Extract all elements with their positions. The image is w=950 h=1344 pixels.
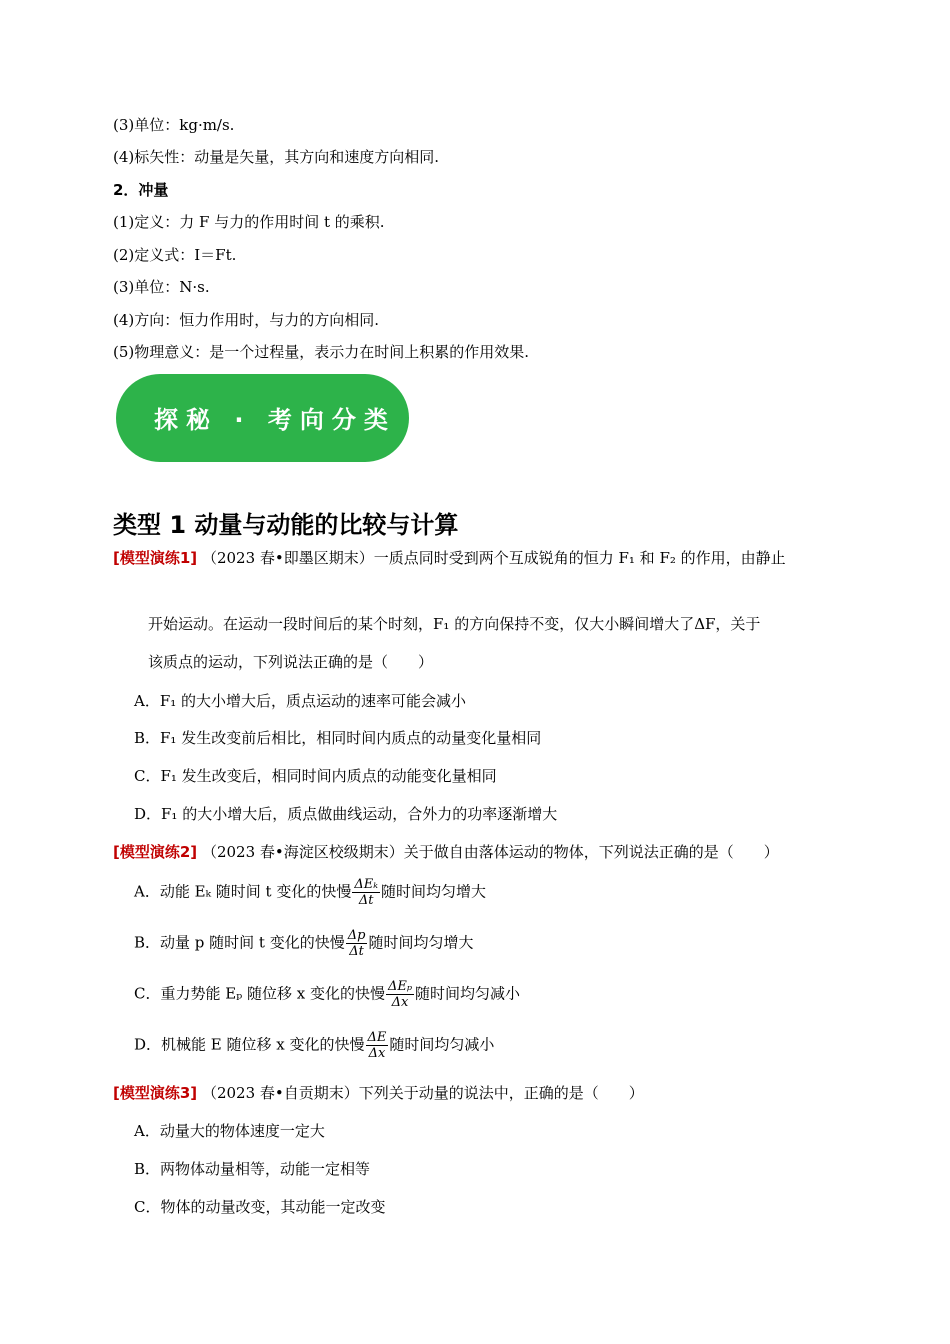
q2-option-a-pre: A．动能 Eₖ 随时间 t 变化的快慢 bbox=[134, 882, 352, 901]
section-heading: 类型 1 动量与动能的比较与计算 bbox=[113, 511, 459, 539]
question-1-line-3: 该质点的运动，下列说法正确的是（ ） bbox=[148, 653, 434, 671]
fraction-denominator: Δx bbox=[368, 1046, 386, 1061]
q2-option-d-post: 随时间均匀减小 bbox=[389, 1035, 495, 1054]
impulse-title: 2．冲量 bbox=[113, 181, 169, 199]
question-3-tag: [模型演练3] bbox=[113, 1084, 198, 1102]
q1-option-c[interactable]: C．F₁ 发生改变后，相同时间内质点的动能变化量相同 bbox=[134, 767, 497, 785]
impulse-definition: (1)定义：力 F 与力的作用时间 t 的乘积. bbox=[113, 213, 385, 231]
q3-option-c[interactable]: C．物体的动量改变，其动能一定改变 bbox=[134, 1198, 386, 1216]
q2-option-a-post: 随时间均匀增大 bbox=[380, 882, 486, 901]
fraction-numerator: ΔEₚ bbox=[387, 979, 413, 994]
question-1 bbox=[113, 546, 786, 570]
q2-option-c-pre: C．重力势能 Eₚ 随位移 x 变化的快慢 bbox=[134, 984, 385, 1003]
fraction bbox=[352, 877, 380, 908]
q3-option-b[interactable]: B．两物体动量相等，动能一定相等 bbox=[134, 1160, 371, 1178]
question-1-tag: [模型演练1] bbox=[113, 549, 198, 567]
fraction-numerator: ΔEₖ bbox=[354, 877, 378, 892]
question-1-line-1: （2023 春•即墨区期末）一质点同时受到两个互成锐角的恒力 F₁ 和 F₂ 的作用，由静止 bbox=[201, 549, 786, 567]
question-2 bbox=[113, 840, 779, 864]
q2-option-c[interactable] bbox=[134, 979, 520, 1010]
section-banner bbox=[116, 374, 409, 462]
question-3 bbox=[113, 1081, 644, 1105]
impulse-direction: (4)方向：恒力作用时，与力的方向相同. bbox=[113, 311, 380, 329]
q1-option-d[interactable]: D．F₁ 的大小增大后，质点做曲线运动，合外力的功率逐渐增大 bbox=[134, 805, 558, 823]
fraction bbox=[366, 1030, 389, 1061]
q2-option-b[interactable] bbox=[134, 928, 473, 959]
question-2-tag: [模型演练2] bbox=[113, 843, 198, 861]
fraction-denominator: Δt bbox=[358, 893, 374, 908]
q2-option-b-pre: B．动量 p 随时间 t 变化的快慢 bbox=[134, 933, 345, 952]
q2-option-a[interactable] bbox=[134, 877, 486, 908]
banner-text: 探秘 · 考向分类 bbox=[154, 406, 396, 434]
impulse-unit: (3)单位：N·s. bbox=[113, 278, 210, 296]
fraction-denominator: Δx bbox=[391, 995, 409, 1010]
impulse-meaning: (5)物理意义：是一个过程量，表示力在时间上积累的作用效果. bbox=[113, 343, 530, 361]
q2-option-c-post: 随时间均匀减小 bbox=[415, 984, 521, 1003]
impulse-formula: (2)定义式：I＝Ft. bbox=[113, 246, 237, 264]
fraction bbox=[346, 928, 368, 959]
q2-option-b-post: 随时间均匀增大 bbox=[368, 933, 474, 952]
momentum-unit: (3)单位：kg·m/s. bbox=[113, 116, 235, 134]
q1-option-a[interactable]: A．F₁ 的大小增大后，质点运动的速率可能会减小 bbox=[134, 692, 467, 710]
fraction-denominator: Δt bbox=[349, 944, 364, 959]
fraction-numerator: ΔE bbox=[367, 1030, 387, 1045]
question-1-line-2: 开始运动。在运动一段时间后的某个时刻，F₁ 的方向保持不变，仅大小瞬间增大了ΔF，关于 bbox=[148, 615, 761, 633]
q2-option-d[interactable] bbox=[134, 1030, 494, 1061]
q1-option-b[interactable]: B．F₁ 发生改变前后相比，相同时间内质点的动量变化量相同 bbox=[134, 729, 542, 747]
q2-option-d-pre: D．机械能 E 随位移 x 变化的快慢 bbox=[134, 1035, 365, 1054]
momentum-vector: (4)标矢性：动量是矢量，其方向和速度方向相同. bbox=[113, 148, 440, 166]
question-3-stem: （2023 春•自贡期末）下列关于动量的说法中，正确的是（ ） bbox=[201, 1084, 644, 1102]
question-2-stem: （2023 春•海淀区校级期末）关于做自由落体运动的物体，下列说法正确的是（ ） bbox=[201, 843, 779, 861]
fraction bbox=[386, 979, 414, 1010]
fraction-numerator: Δp bbox=[347, 928, 366, 943]
q3-option-a[interactable]: A．动量大的物体速度一定大 bbox=[134, 1122, 325, 1140]
